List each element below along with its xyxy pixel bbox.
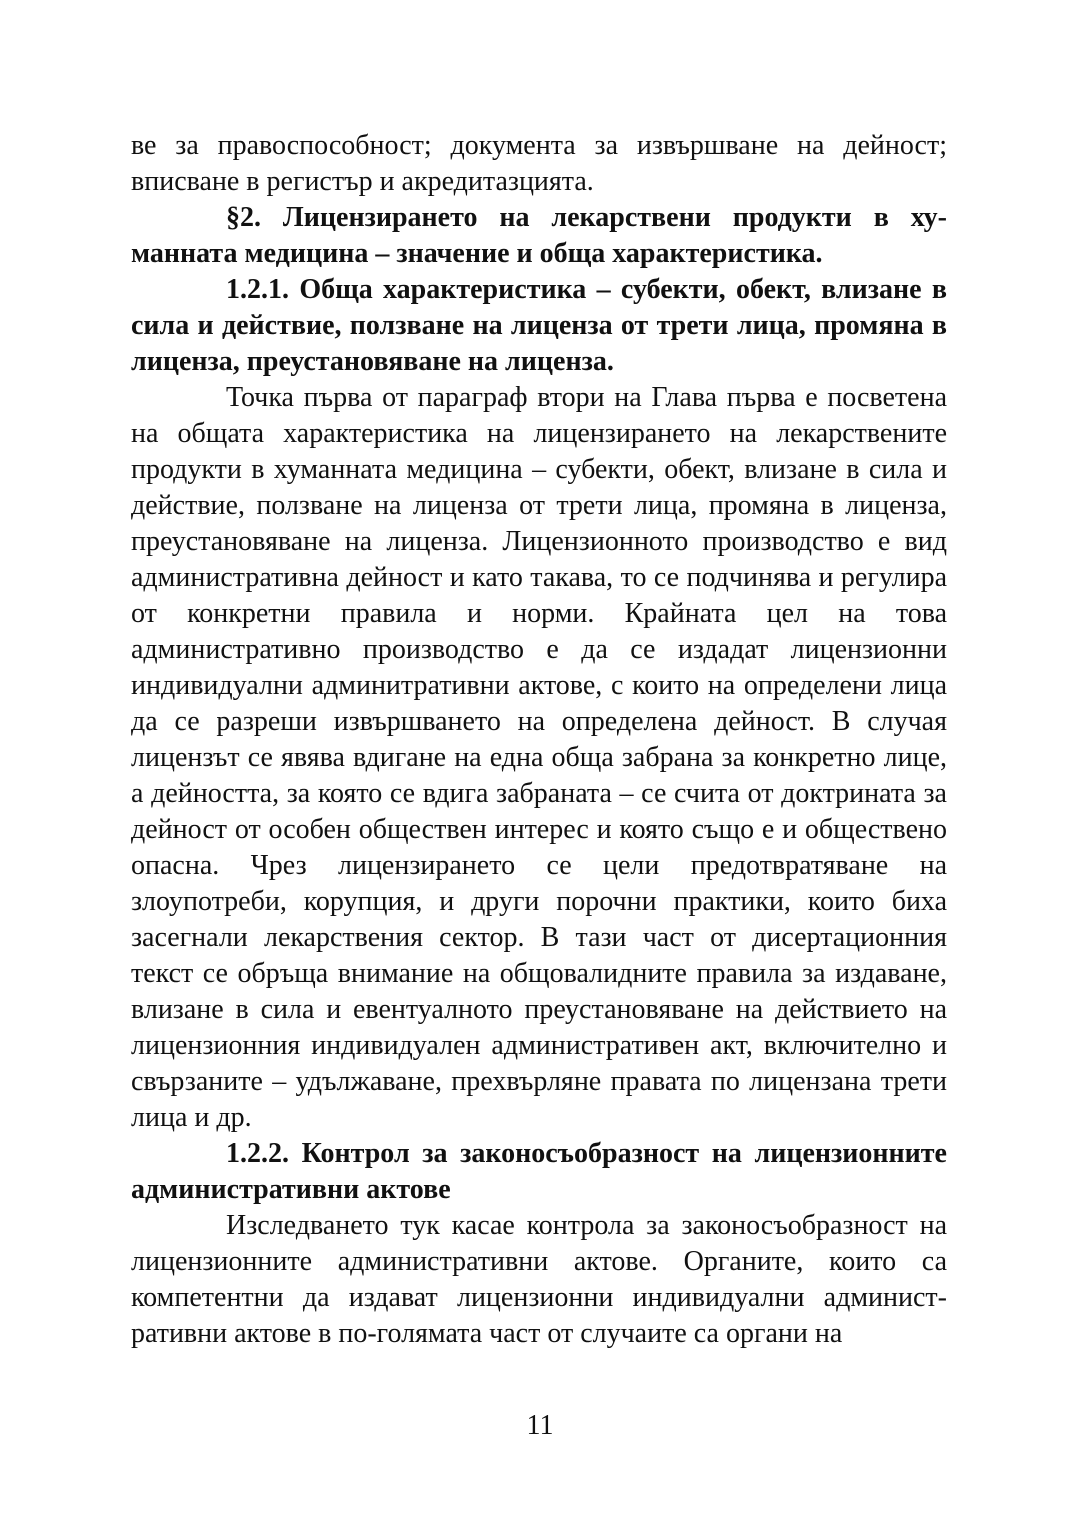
page-text-block xyxy=(131,128,947,1352)
body-paragraph-1: Точка първа от параграф втори на Глава първа е посветена на общата характеристика на лицензирането на лекарствените продукти в хуманната медицина – субекти, обект, влизане в сила и действие, ползване на лиценза от трети лица, промяна в лиценза, преустановяване на лиценза. Лицензионното производство е вид административна дейност и като такава, то се подчинява и регулира от конкретни правила и норми. Крайната цел на това административно производство е да се издадат лицензионни индивидуални админитративни актове, с които на определени лица да се разреши извършването на определена дейност. В случая лицензът се явява вдигане на една обща забрана за конкретно лице, а дейността, за която се вдига забраната – се счита от доктрината за дейност от особен обществен интерес и която също е и обществено опасна. Чрез лицензирането се цели предотвратяване на злоупотреби, корупция, и други порочни практики, които биха засегнали лекарствения сектор. В тази част от дисертационния текст се обръща внимание на общовалидните правила за издаване, влизане в сила и евентуалното преустановяване на действието на лицензионния индивидуален административен акт, включително и свързаните – удължаване, прехвърляне правата по лицензана трети лица и др. xyxy=(131,382,947,1133)
continuation-paragraph: ве за правоспособност; документа за извършване на дейност; вписване в регистър и акредитазцията. xyxy=(131,130,947,197)
body-paragraph-2: Изследването тук касае контрола за законосъобразност на лицензионните административни актове. Органите, които са компетентни да издават лицензионни индивидуални административни актове в по-голямата част от случаите са органи на xyxy=(131,1210,947,1349)
subsection-1-2-1-heading: 1.2.1. Обща характеристика – субекти, обект, влизане в сила и действие, ползване на лиценза от трети лица, промяна в лиценза, преустановяване на лиценза. xyxy=(131,274,947,377)
section-2-heading: §2. Лицензирането на лекарствени продукти в хуманната медицина – значение и обща характеристика. xyxy=(131,202,947,269)
subsection-1-2-2-heading: 1.2.2. Контрол за законосъобразност на лицензионните административни актове xyxy=(131,1138,947,1205)
page-number: 11 xyxy=(526,1410,554,1441)
